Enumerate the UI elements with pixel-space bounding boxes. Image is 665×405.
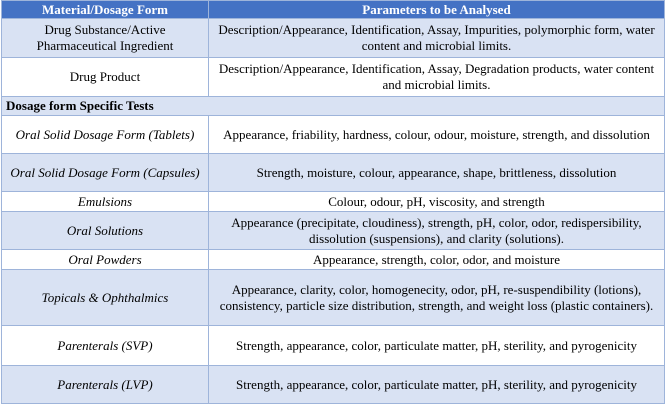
table-row [2, 250, 665, 270]
table-row [2, 212, 665, 250]
dosage-form-cell: Topicals & Ophthalmics [2, 270, 209, 326]
section-heading: Dosage form Specific Tests [2, 97, 665, 116]
section-row [2, 97, 665, 116]
table-row [2, 154, 665, 192]
dosage-form-cell: Oral Solid Dosage Form (Capsules) [2, 154, 209, 192]
material-cell: Drug Substance/Active Pharmaceutical Ingredient [2, 19, 209, 58]
dosage-form-cell: Emulsions [2, 192, 209, 212]
table-row [2, 192, 665, 212]
material-cell: Drug Product [2, 58, 209, 97]
parameters-cell: Description/Appearance, Identification, Assay, Degradation products, water content and microbial limits. [209, 58, 665, 97]
parameters-cell: Appearance (precipitate, cloudiness), strength, pH, color, odor, redispersibility, dissolution (suspensions), and clarity (solutions). [209, 212, 665, 250]
table-row [2, 270, 665, 326]
parameters-cell: Appearance, friability, hardness, colour, odour, moisture, strength, and dissolution [209, 116, 665, 154]
header-row [2, 1, 665, 19]
table-row [2, 19, 665, 58]
table-row [2, 58, 665, 97]
table-row [2, 366, 665, 404]
parameters-cell: Strength, appearance, color, particulate matter, pH, sterility, and pyrogenicity [209, 326, 665, 366]
dosage-form-cell: Parenterals (SVP) [2, 326, 209, 366]
dosage-form-cell: Parenterals (LVP) [2, 366, 209, 404]
header-parameters: Parameters to be Analysed [209, 1, 665, 19]
dosage-form-cell: Oral Solid Dosage Form (Tablets) [2, 116, 209, 154]
parameters-cell: Strength, appearance, color, particulate matter, pH, sterility, and pyrogenicity [209, 366, 665, 404]
dosage-form-cell: Oral Powders [2, 250, 209, 270]
parameters-cell: Appearance, strength, color, odor, and moisture [209, 250, 665, 270]
parameters-cell: Colour, odour, pH, viscosity, and strength [209, 192, 665, 212]
header-material: Material/Dosage Form [2, 1, 209, 19]
table-row [2, 326, 665, 366]
parameters-cell: Appearance, clarity, color, homogenecity, odor, pH, re-suspendibility (lotions), consistency, particle size distribution, strength, and weight loss (plastic containers). [209, 270, 665, 326]
parameters-cell: Description/Appearance, Identification, Assay, Impurities, polymorphic form, water content and microbial limits. [209, 19, 665, 58]
table-row [2, 116, 665, 154]
parameters-cell: Strength, moisture, colour, appearance, shape, brittleness, dissolution [209, 154, 665, 192]
dosage-form-cell: Oral Solutions [2, 212, 209, 250]
parameters-table [1, 0, 665, 404]
